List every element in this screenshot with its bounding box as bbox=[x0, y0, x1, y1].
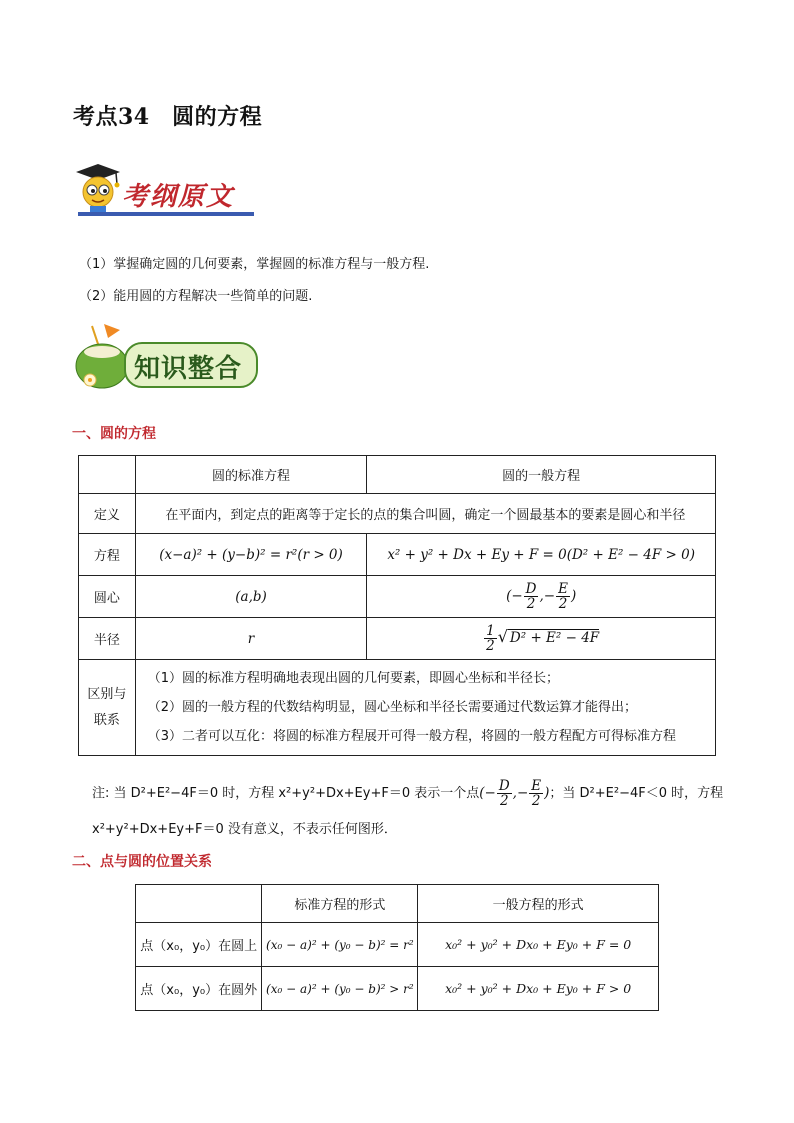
syllabus-banner-underline bbox=[78, 212, 254, 216]
table-row bbox=[136, 967, 659, 1011]
point-suffix: ) bbox=[544, 785, 550, 801]
row-label: 半径 bbox=[79, 618, 136, 660]
standard-radius-cell: r bbox=[135, 618, 367, 660]
fraction-denominator: 2 bbox=[531, 793, 541, 809]
relation-item: （1）圆的标准方程明确地表现出圆的几何要素，即圆心坐标和半径长； bbox=[147, 671, 559, 686]
relation-label: 区别与联系 bbox=[87, 686, 127, 728]
note-text: 注: 当 D²+E²−4F＝0 时，方程 x²+y²+Dx+Ey+F＝0 表示一个点 bbox=[92, 786, 480, 801]
table-header-cell: 一般方程的形式 bbox=[418, 885, 659, 923]
table-header-cell: 标准方程的形式 bbox=[262, 885, 418, 923]
syllabus-banner bbox=[70, 160, 255, 220]
row-label: 定义 bbox=[79, 494, 136, 534]
note-point-expression bbox=[479, 777, 550, 809]
table-header-cell bbox=[136, 885, 262, 923]
objective-item: （1）掌握确定圆的几何要素，掌握圆的标准方程与一般方程. bbox=[79, 257, 430, 272]
page-title: 考点34 圆的方程 bbox=[73, 104, 263, 130]
point-separator: ,− bbox=[512, 785, 529, 801]
standard-center-cell: (a,b) bbox=[135, 576, 367, 618]
fraction-denominator: 2 bbox=[526, 596, 536, 612]
fraction-denominator: 2 bbox=[558, 596, 568, 612]
note-paragraph bbox=[92, 772, 732, 851]
center-prefix: (− bbox=[506, 588, 523, 604]
row-label: 圆心 bbox=[79, 576, 136, 618]
knowledge-banner-title: 知识整合 bbox=[134, 354, 243, 384]
relation-item: （2）圆的一般方程的代数结构明显，圆心坐标和半径长需要通过代数运算才能得出； bbox=[147, 700, 637, 715]
syllabus-banner-title: 考纲原文 bbox=[122, 182, 235, 212]
table-row bbox=[79, 618, 716, 660]
sqrt-radicand: D² + E² − 4F bbox=[509, 630, 600, 646]
sqrt-symbol: √ bbox=[497, 627, 508, 646]
objective-item: （2）能用圆的方程解决一些简单的问题. bbox=[79, 289, 313, 304]
circle-equation-table bbox=[78, 455, 716, 756]
fraction bbox=[497, 779, 512, 808]
table-header-cell bbox=[79, 456, 136, 494]
fraction-denominator: 2 bbox=[499, 793, 509, 809]
point-circle-table bbox=[135, 884, 659, 1011]
fraction bbox=[556, 582, 570, 611]
row-label: 方程 bbox=[79, 534, 136, 576]
fraction bbox=[484, 624, 497, 653]
fraction-numerator: D bbox=[525, 580, 537, 597]
fraction bbox=[524, 582, 539, 611]
general-center-cell bbox=[367, 576, 716, 618]
fraction-denominator: 2 bbox=[486, 638, 495, 654]
fraction-numerator: 1 bbox=[486, 622, 495, 639]
general-form-cell: x₀² + y₀² + Dx₀ + Ey₀ + F > 0 bbox=[418, 967, 659, 1011]
table-row bbox=[136, 923, 659, 967]
table-row bbox=[79, 534, 716, 576]
row-label: 点（x₀，y₀）在圆外 bbox=[136, 967, 262, 1011]
scholar-mascot-icon bbox=[70, 160, 130, 220]
row-label: 点（x₀，y₀）在圆上 bbox=[136, 923, 262, 967]
note-line-2: x²+y²+Dx+Ey+F＝0 没有意义，不表示任何图形． bbox=[92, 822, 397, 837]
standard-equation-cell: (x−a)² + (y−b)² = r²(r > 0) bbox=[135, 534, 367, 576]
center-suffix: ) bbox=[570, 588, 577, 604]
table-row bbox=[79, 660, 716, 756]
table-header-row bbox=[79, 456, 716, 494]
row-label bbox=[79, 660, 136, 756]
standard-form-cell: (x₀ − a)² + (y₀ − b)² = r² bbox=[262, 923, 418, 967]
table-header-row bbox=[136, 885, 659, 923]
knowledge-banner bbox=[70, 320, 260, 392]
note-text: ；当 D²+E²−4F＜0 时，方程 bbox=[549, 786, 724, 801]
general-radius-cell bbox=[367, 618, 716, 660]
section-heading-point-circle: 二、点与圆的位置关系 bbox=[72, 854, 212, 870]
objectives-list bbox=[79, 249, 429, 313]
point-prefix: (− bbox=[479, 785, 496, 801]
relation-cell bbox=[135, 660, 715, 756]
table-header-cell: 圆的标准方程 bbox=[135, 456, 367, 494]
fraction-numerator: E bbox=[531, 777, 542, 794]
fraction bbox=[529, 779, 543, 808]
section-heading-circle-equation: 一、圆的方程 bbox=[72, 426, 156, 442]
general-form-cell: x₀² + y₀² + Dx₀ + Ey₀ + F = 0 bbox=[418, 923, 659, 967]
center-separator: ,− bbox=[539, 588, 556, 604]
fraction-numerator: D bbox=[498, 777, 510, 794]
relation-item: （3）二者可以互化：将圆的标准方程展开可得一般方程，将圆的一般方程配方可得标准方程 bbox=[147, 729, 676, 744]
table-row bbox=[79, 576, 716, 618]
table-header-cell: 圆的一般方程 bbox=[367, 456, 716, 494]
definition-cell: 在平面内，到定点的距离等于定长的点的集合叫圆，确定一个圆最基本的要素是圆心和半径 bbox=[135, 494, 715, 534]
standard-form-cell: (x₀ − a)² + (y₀ − b)² > r² bbox=[262, 967, 418, 1011]
general-equation-cell: x² + y² + Dx + Ey + F = 0(D² + E² − 4F > 0) bbox=[367, 534, 716, 576]
table-row bbox=[79, 494, 716, 534]
fraction-numerator: E bbox=[558, 580, 568, 597]
